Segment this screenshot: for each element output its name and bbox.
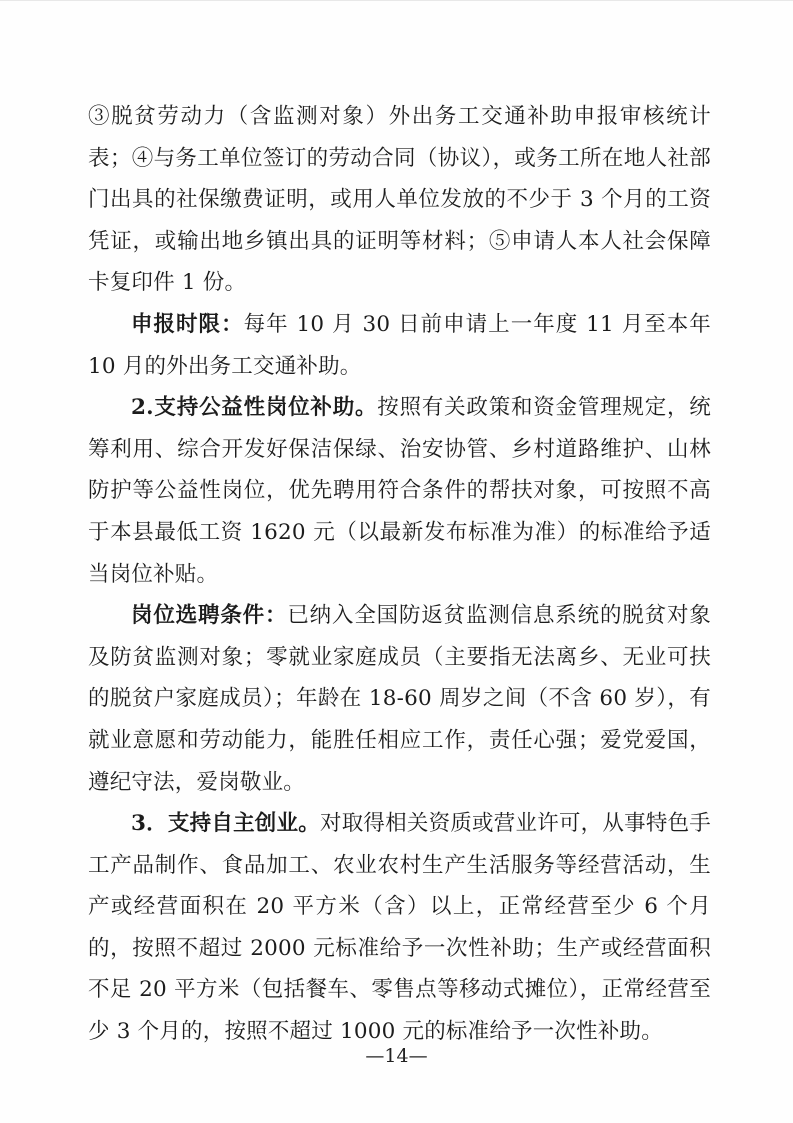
paragraph-self-employment-support (88, 803, 711, 1053)
paragraph-application-deadline (88, 304, 711, 387)
page-number: —14— (365, 1045, 428, 1067)
paragraph-post-selection-conditions (88, 595, 711, 803)
document-body (88, 96, 711, 1053)
paragraph-text: 已纳入全国防返贫监测信息系统的脱贫对象及防贫监测对象；零就业家庭成员（主要指无法离乡、无业可扶的脱贫户家庭成员）；年龄在 18-60 周岁之间（不含 60 岁），有就业意愿和劳动能力，能胜任相应工作，责任心强；爱党爱国，遵纪守法，爱岗敬业。 (88, 603, 711, 795)
paragraph-lead: 3．支持自主创业。 (131, 811, 320, 837)
paragraph-text: 每年 10 月 30 日前申请上一年度 11 月至本年 10 月的外出务工交通补助。 (88, 311, 711, 379)
paragraph-lead: 岗位选聘条件： (131, 603, 288, 629)
paragraph-list-continuation (88, 96, 711, 304)
paragraph-lead: 申报时限： (131, 311, 244, 337)
paragraph-text: ③脱贫劳动力（含监测对象）外出务工交通补助申报审核统计表；④与务工单位签订的劳动合同（协议），或务工所在地人社部门出具的社保缴费证明，或用人单位发放的不少于 3 个月的工资凭证，或输出地乡镇出具的证明等材料；⑤申请人本人社会保障卡复印件 1 份。 (88, 104, 711, 296)
paragraph-public-welfare-post-subsidy (88, 387, 711, 595)
paragraph-lead: 2.支持公益性岗位补助。 (131, 395, 378, 421)
paragraph-text: 按照有关政策和资金管理规定，统筹利用、综合开发好保洁保绿、治安协管、乡村道路维护、山林防护等公益性岗位，优先聘用符合条件的帮扶对象，可按照不高于本县最低工资 1620 元（以最新发布标准为准）的标准给予适当岗位补贴。 (88, 395, 711, 587)
page-footer (0, 1045, 793, 1067)
paragraph-text: 对取得相关资质或营业许可，从事特色手工产品制作、食品加工、农业农村生产生活服务等经营活动，生产或经营面积在 20 平方米（含）以上，正常经营至少 6 个月的，按照不超过 2000 元标准给予一次性补助；生产或经营面积不足 20 平方米（包括餐车、零售点等移动式摊位），正常经营至少 3 个月的，按照不超过 1000 元的标准给予一次性补助。 (88, 811, 711, 1045)
